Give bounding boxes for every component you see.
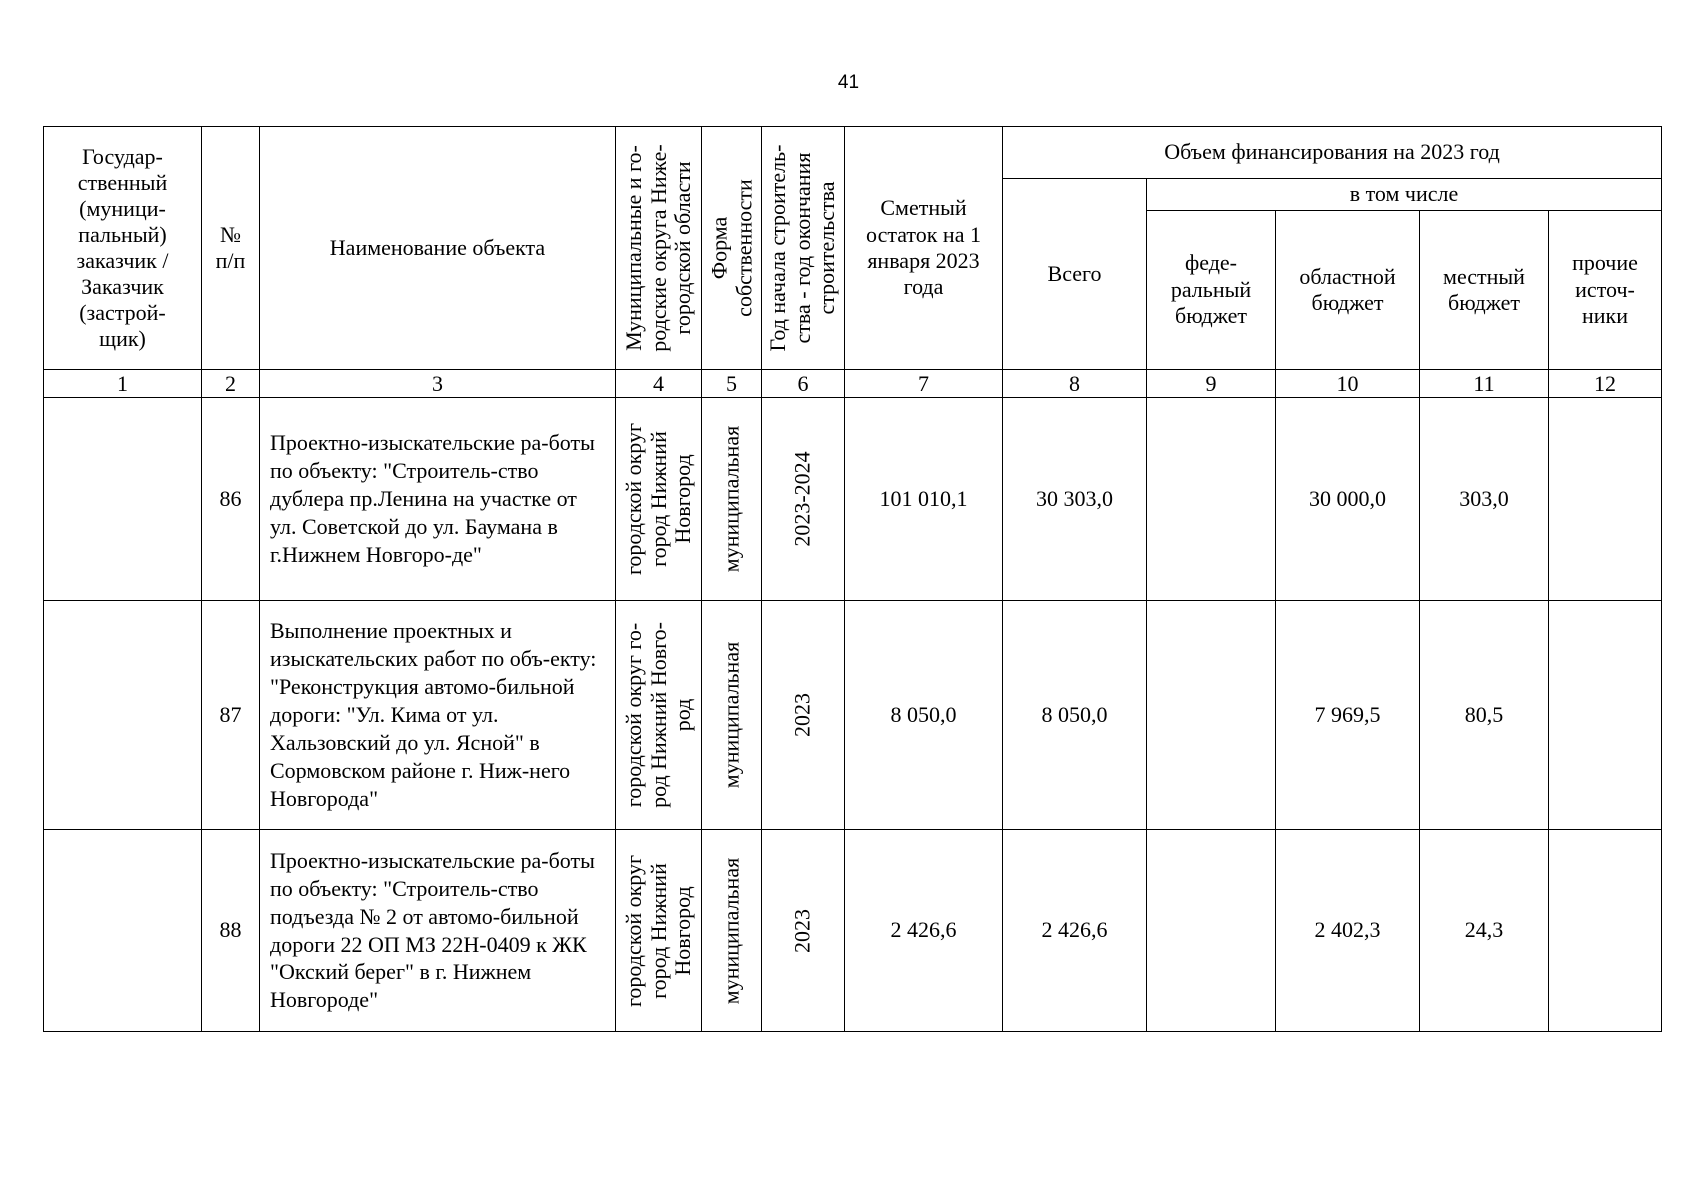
cell-years: 2023 — [762, 601, 845, 830]
cell-regional: 7 969,5 — [1276, 601, 1420, 830]
header-customer: Государ-ственный (муници-пальный) заказчик / Заказчик (застрой-щик) — [44, 127, 202, 370]
header-funding: Объем финансирования на 2023 год — [1003, 127, 1662, 179]
cell-regional: 30 000,0 — [1276, 398, 1420, 601]
header-local: местный бюджет — [1420, 211, 1549, 370]
cell-ownership: муниципальная — [702, 601, 762, 830]
cell-estimate: 101 010,1 — [845, 398, 1003, 601]
column-number: 12 — [1549, 370, 1662, 398]
cell-name: Проектно-изыскательские ра-боты по объекту: "Строитель-ство дублера пр.Ленина на участке от ул. Советской до ул. Баумана в г.Нижнем Новгоро-де" — [260, 398, 616, 601]
table-row — [44, 830, 1662, 1032]
table-row — [44, 398, 1662, 601]
cell-estimate: 2 426,6 — [845, 830, 1003, 1032]
header-federal: феде-ральный бюджет — [1147, 211, 1276, 370]
table-row — [44, 601, 1662, 830]
column-number: 11 — [1420, 370, 1549, 398]
cell-local: 80,5 — [1420, 601, 1549, 830]
column-number: 8 — [1003, 370, 1147, 398]
page-number: 41 — [837, 72, 860, 93]
column-number-row — [44, 370, 1662, 398]
cell-other — [1549, 601, 1662, 830]
header-total: Всего — [1003, 179, 1147, 370]
column-number: 1 — [44, 370, 202, 398]
header-including: в том числе — [1147, 179, 1662, 211]
cell-federal — [1147, 830, 1276, 1032]
cell-customer — [44, 830, 202, 1032]
cell-years: 2023-2024 — [762, 398, 845, 601]
cell-name: Выполнение проектных и изыскательских работ по объ-екту: "Реконструкция автомо-бильной дороги: "Ул. Кима от ул. Хальзовский до ул. Ясной" в Сормовском районе г. Ниж-него Новгорода" — [260, 601, 616, 830]
cell-federal — [1147, 601, 1276, 830]
cell-customer — [44, 398, 202, 601]
cell-name: Проектно-изыскательские ра-боты по объекту: "Строитель-ство подъезда № 2 от автомо-бильной дороги 22 ОП МЗ 22Н-0409 к ЖК "Окский берег" в г. Нижнем Новгороде" — [260, 830, 616, 1032]
cell-num: 87 — [202, 601, 260, 830]
column-number: 5 — [702, 370, 762, 398]
cell-num: 88 — [202, 830, 260, 1032]
column-number: 4 — [616, 370, 702, 398]
cell-local: 24,3 — [1420, 830, 1549, 1032]
column-number: 2 — [202, 370, 260, 398]
cell-other — [1549, 830, 1662, 1032]
cell-ownership: муниципальная — [702, 398, 762, 601]
cell-municipality: городской округ город Нижний Новгород — [616, 830, 702, 1032]
column-number: 7 — [845, 370, 1003, 398]
header-estimate: Сметный остаток на 1 января 2023 года — [845, 127, 1003, 370]
column-number: 10 — [1276, 370, 1420, 398]
cell-total: 8 050,0 — [1003, 601, 1147, 830]
cell-total: 30 303,0 — [1003, 398, 1147, 601]
header-other: прочие источ-ники — [1549, 211, 1662, 370]
cell-municipality: городской округ город Нижний Новгород — [616, 398, 702, 601]
header-years: Год начала строитель-ства - год окончания строительства — [762, 127, 845, 370]
cell-years: 2023 — [762, 830, 845, 1032]
column-number: 9 — [1147, 370, 1276, 398]
cell-num: 86 — [202, 398, 260, 601]
cell-regional: 2 402,3 — [1276, 830, 1420, 1032]
cell-ownership: муниципальная — [702, 830, 762, 1032]
header-ownership: Форма собственности — [702, 127, 762, 370]
cell-other — [1549, 398, 1662, 601]
header-name: Наименование объекта — [260, 127, 616, 370]
header-num: № п/п — [202, 127, 260, 370]
cell-total: 2 426,6 — [1003, 830, 1147, 1032]
cell-local: 303,0 — [1420, 398, 1549, 601]
header-regional: областной бюджет — [1276, 211, 1420, 370]
column-number: 6 — [762, 370, 845, 398]
header-municipality: Муниципальные и го-родские округа Ниже-городской области — [616, 127, 702, 370]
table-header — [44, 127, 1662, 398]
cell-customer — [44, 601, 202, 830]
cell-federal — [1147, 398, 1276, 601]
cell-municipality: городской округ го-род Нижний Новго-род — [616, 601, 702, 830]
cell-estimate: 8 050,0 — [845, 601, 1003, 830]
financing-table — [43, 126, 1662, 1032]
column-number: 3 — [260, 370, 616, 398]
